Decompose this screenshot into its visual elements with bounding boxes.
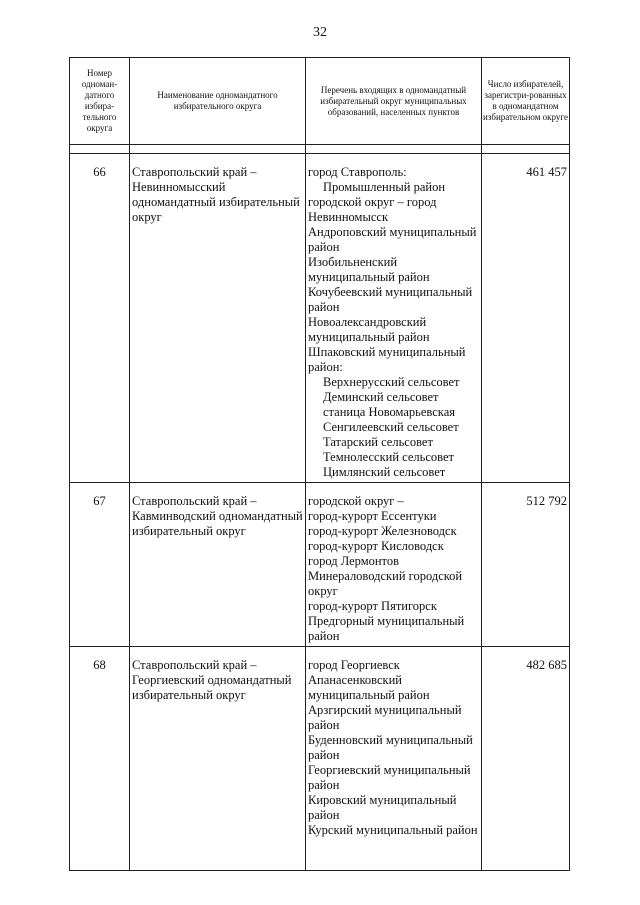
composition-item: город Георгиевск [308,658,400,672]
composition-subitem: станица Новомарьевская [323,405,455,419]
composition-item: Промышленный район городской округ – город Невинномысск [308,180,446,224]
composition-item: городской округ – [308,494,404,508]
composition-item: Кировский муниципальный район [308,793,457,822]
district-name-cell: Ставропольский край – Кавминводский одномандатный избирательный округ [130,483,306,647]
table-row [70,647,570,871]
header-voters: Число избирателей, зарегистри-рованных в одномандатном избирательном округе [482,58,570,145]
composition-item: Курский муниципальный район [308,823,478,837]
composition-item: Предгорный муниципальный район [308,614,465,643]
table-row [70,483,570,647]
composition-subitem: Верхнерусский сельсовет [323,375,460,389]
district-name-cell: Ставропольский край – Невинномысский одномандатный избирательный округ [130,154,306,483]
composition-item: город Ставрополь: [308,165,407,179]
composition-subitem: Темнолесский сельсовет [323,450,454,464]
composition-subitem: Сенгилеевский сельсовет [323,420,459,434]
composition-item: Буденновский муниципальный район [308,733,473,762]
table-header-row [70,58,570,145]
header-district-name: Наименование одномандатного избирательного округа [130,58,306,145]
composition-cell [306,154,482,483]
composition-item: Изобильненский муниципальный район [308,255,430,284]
header-district-number: Номер одноман-датного избира-тельного округа [70,58,130,145]
district-number-cell: 68 [70,647,130,871]
table-row [70,154,570,483]
composition-item: город-курорт Ессентуки [308,509,437,523]
composition-cell [306,483,482,647]
header-gap-row [70,145,570,154]
composition-item: город-курорт Пятигорск [308,599,437,613]
electoral-districts-table [69,57,570,871]
voters-count-cell: 482 685 [482,647,570,871]
composition-item: Минераловодский городской округ [308,569,463,598]
district-name-cell: Ставропольский край – Георгиевский одномандатный избирательный округ [130,647,306,871]
district-number-cell: 67 [70,483,130,647]
voters-count-cell: 461 457 [482,154,570,483]
voters-count-cell: 512 792 [482,483,570,647]
header-composition: Перечень входящих в одномандатный избирательный округ муниципальных образований, населенных пунктов [306,58,482,145]
composition-item: Шпаковский муниципальный район: [308,345,466,374]
composition-item: Новоалександровский муниципальный район [308,315,430,344]
composition-subitem: Деминский сельсовет [323,390,439,404]
gap-cell [482,145,570,154]
composition-item: город Лермонтов [308,554,399,568]
composition-item: Кочубеевский муниципальный район [308,285,473,314]
district-number-cell: 66 [70,154,130,483]
composition-item: Андроповский муниципальный район [308,225,477,254]
composition-item: Арзгирский муниципальный район [308,703,462,732]
composition-item: город-курорт Железноводск [308,524,457,538]
composition-item: Апанасенковский муниципальный район [308,673,430,702]
gap-cell [70,145,130,154]
composition-cell [306,647,482,871]
composition-item: город-курорт Кисловодск [308,539,444,553]
page-number: 32 [313,25,327,40]
gap-cell [130,145,306,154]
composition-subitem: Цимлянский сельсовет [323,465,446,479]
composition-subitem: Татарский сельсовет [323,435,433,449]
gap-cell [306,145,482,154]
composition-item: Георгиевский муниципальный район [308,763,471,792]
